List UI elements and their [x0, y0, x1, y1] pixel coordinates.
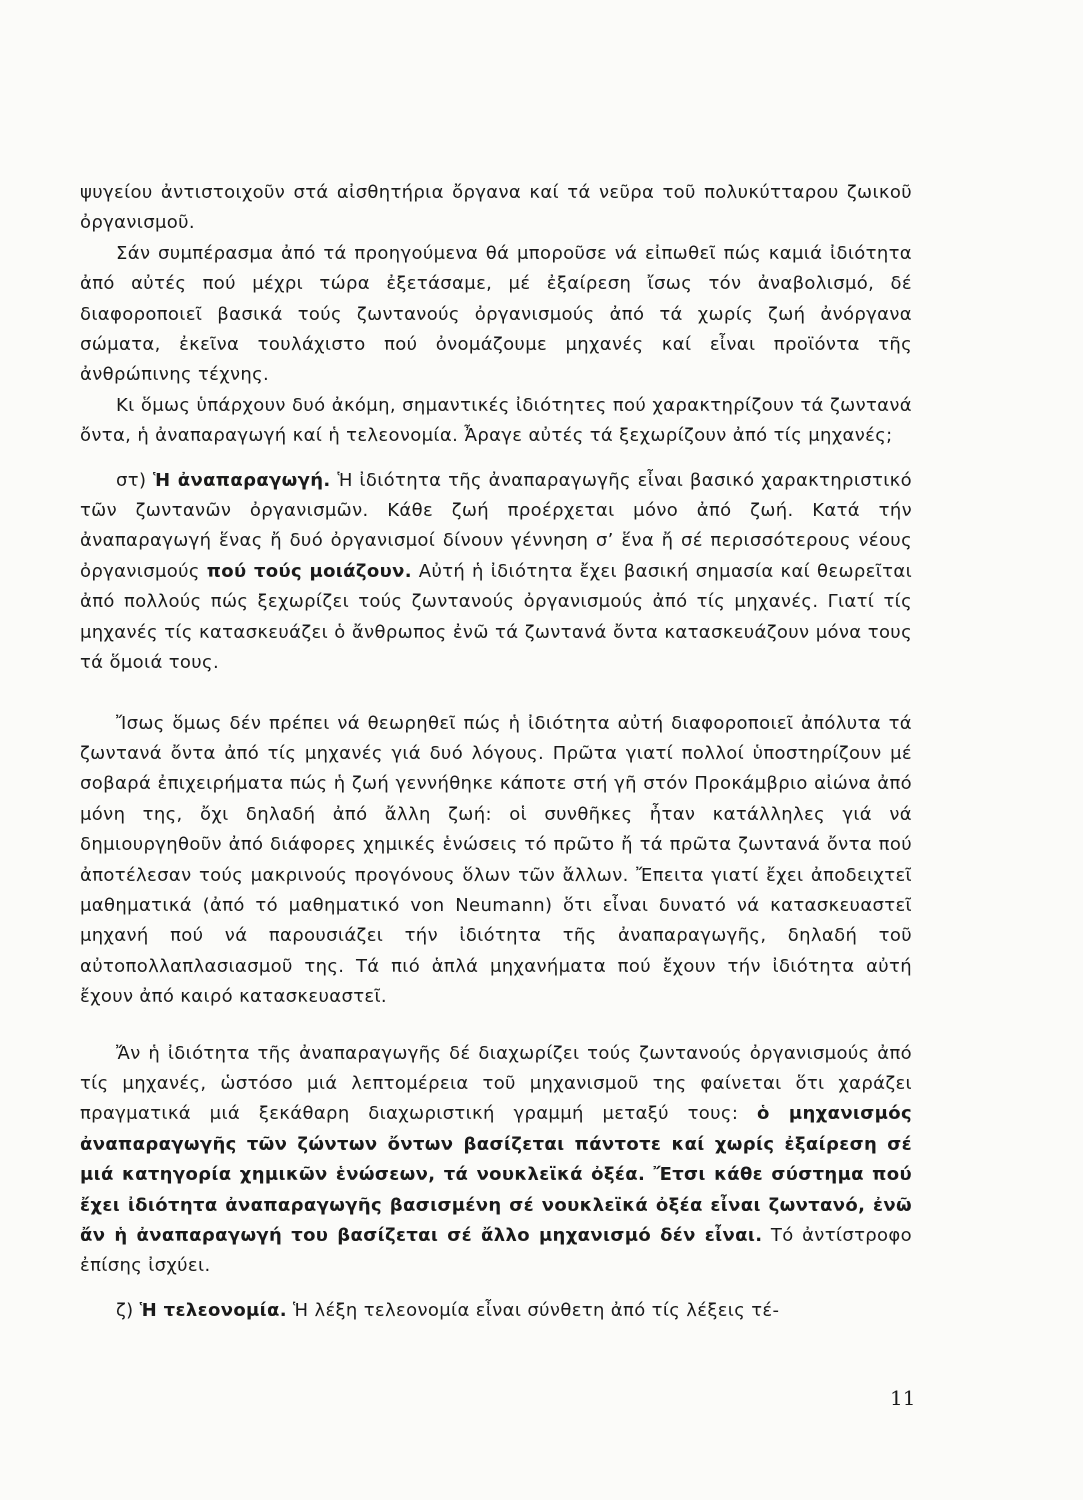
- section-label-st: στ): [116, 469, 147, 491]
- page-number: 11: [890, 1386, 916, 1410]
- page-text: [80, 178, 912, 1326]
- paragraph-continuation: ψυγείου ἀντιστοιχοῦν στά αἰσθητήρια ὄργανα καί τά νεῦρα τοῦ πολυκύτταρου ζωικοῦ ὀργανισμοῦ.: [80, 182, 912, 234]
- section-heading-reproduction: Ἡ ἀναπαραγωγή.: [153, 469, 331, 491]
- paragraph-reproduction: [80, 466, 912, 679]
- paragraph-text: Τό ἀντίστροφο ἐπίσης ἰσχύει.: [80, 1225, 912, 1277]
- paragraph-text: Αὐτή ἡ ἰδιότητα ἔχει βασική σημασία καί θεωρεῖται ἀπό πολλούς πώς ξεχωρίζει τούς ζωντανούς ὀργανισμούς ἀπό τίς μηχανές. Γιατί τίς μηχανές τίς κατασκευάζει ὁ ἄνθρωπος ἐνῶ τά ζωντανά ὄντα κατασκευάζουν μόνα τους τά ὅμοιά τους.: [80, 560, 913, 674]
- paragraph-text: Ἄν ἡ ἰδιότητα τῆς ἀναπαραγωγῆς δέ διαχωρίζει τούς ζωντανούς ὀργανισμούς ἀπό τίς μηχανές, ὡστόσο μιά λεπτομέρεια τοῦ μηχανισμοῦ της φαίνεται ὅτι χαράζει πραγματικά μιά ξεκάθαρη διαχωριστική γραμμή μεταξύ τους:: [80, 1042, 912, 1125]
- paragraph-text: Ἡ λέξη τελεονομία εἶναι σύνθετη ἀπό τίς λέξεις τέ-: [292, 1299, 780, 1321]
- paragraph-conclusion: Σάν συμπέρασμα ἀπό τά προηγούμενα θά μποροῦσε νά εἰπωθεῖ πώς καμιά ἰδιότητα ἀπό αὐτές πού μέχρι τώρα ἐξετάσαμε, μέ ἐξαίρεση ἴσως τόν ἀναβολισμό, δέ διαφοροποιεῖ βασικά τούς ζωντανούς ὀργανισμούς ἀπό τά χωρίς ζωή ἀνόργανα σώματα, ἐκεῖνα τουλάχιστο πού ὀνομάζουμε μηχανές καί εἶναι προϊόντα τῆς ἀνθρώπινης τέχνης.: [80, 242, 912, 386]
- paragraph-question: Κι ὅμως ὑπάρχουν δυό ἀκόμη, σημαντικές ἰδιότητες πού χαρακτηρίζουν τά ζωντανά ὄντα, ἡ ἀναπαραγωγή καί ἡ τελεονομία. Ἆραγε αὐτές τά ξεχωρίζουν ἀπό τίς μηχανές;: [80, 394, 912, 447]
- emphasis-text: πού τούς μοιάζουν.: [206, 560, 412, 582]
- paragraph-text: Ἡ ἰδιότητα τῆς ἀναπαραγωγῆς εἶναι βασικό χαρακτηριστικό τῶν ζωντανῶν ὀργανισμῶν. Κάθε ζωή προέρχεται μόνο ἀπό ζωή. Κατά τήν ἀναπαραγωγή ἕνας ἤ δυό ὀργανισμοί δίνουν γέννηση σ’ ἕνα ἤ σέ περισσότερους νέους ὀργανισμούς: [80, 469, 912, 582]
- emphasis-text: ὁ μηχανισμός ἀναπαραγωγῆς τῶν ζώντων ὄντων βασίζεται πάντοτε καί χωρίς ἐξαίρεση σέ μιά κατηγορία χημικῶν ἑνώσεων, τά νουκλεϊκά ὀξέα. Ἔτσι κάθε σύστημα πού ἔχει ἰδιότητα ἀναπαραγωγῆς βασισμένη σέ νουκλεϊκά ὀξέα εἶναι ζωντανό, ἐνῶ ἄν ἡ ἀναπαραγωγή του βασίζεται σέ ἄλλο μηχανισμό δέν εἶναι.: [80, 1103, 912, 1246]
- paragraph-teleonomy: [80, 1296, 912, 1326]
- section-heading-teleonomy: Ἡ τελεονομία.: [139, 1299, 287, 1321]
- paragraph-nucleic-acids: [80, 1039, 912, 1282]
- paragraph-von-neumann: Ἴσως ὅμως δέν πρέπει νά θεωρηθεῖ πώς ἡ ἰδιότητα αὐτή διαφοροποιεῖ ἀπόλυτα τά ζωντανά ὄντα ἀπό τίς μηχανές γιά δυό λόγους. Πρῶτα γιατί πολλοί ὑποστηρίζουν μέ σοβαρά ἐπιχειρήματα πώς ἡ ζωή γεννήθηκε κάποτε στή γῆ στόν Προκάμβριο αἰώνα ἀπό μόνη της, ὄχι δηλαδή ἀπό ἄλλη ζωή: οἱ συνθῆκες ἦταν κατάλληλες γιά νά δημιουργηθοῦν ἀπό διάφορες χημικές ἑνώσεις τό πρῶτο ἤ τά πρῶτα ζωντανά ὄντα πού ἀποτέλεσαν τούς μακρινούς προγόνους ὅλων τῶν ἄλλων. Ἔπειτα γιατί ἔχει ἀποδειχτεῖ μαθηματικά (ἀπό τό μαθηματικό von Neumann) ὅτι εἶναι δυνατό νά κατασκευαστεῖ μηχανή πού νά παρουσιάζει τήν ἰδιότητα τῆς ἀναπαραγωγῆς, δηλαδή τοῦ αὐτοπολλαπλασιασμοῦ της. Τά πιό ἁπλά μηχανήματα πού ἔχουν τήν ἰδιότητα αὐτή ἔχουν ἀπό καιρό κατασκευαστεῖ.: [80, 712, 912, 1008]
- section-label-z: ζ): [116, 1299, 134, 1321]
